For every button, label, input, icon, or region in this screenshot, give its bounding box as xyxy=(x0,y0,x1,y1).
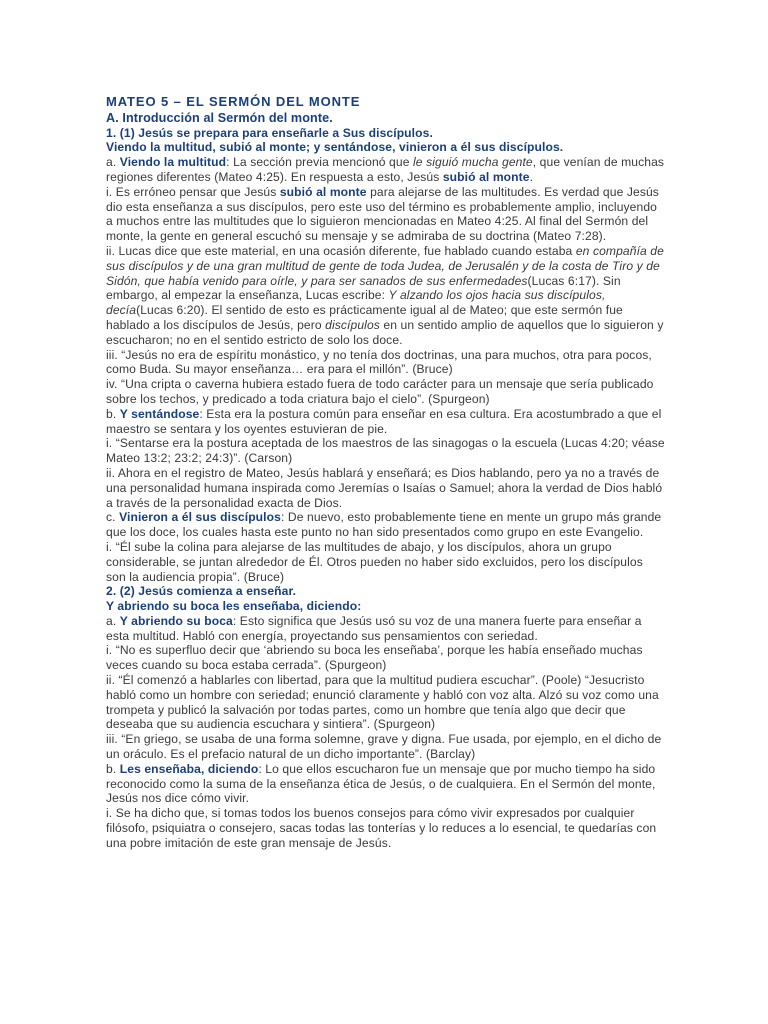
text-run: i. Es erróneo pensar que Jesús xyxy=(106,184,280,199)
paragraph-2b-i: i. Se ha dicho que, si tomas todos los buenos consejos para cómo vivir expresados por cualquier filósofo, psiquiatra o consejero, sacas todas las tonterías y lo reduces a lo esencial, te quedarías con una pobre imitación de este gran mensaje de Jesús. xyxy=(106,806,657,850)
point-2-verse: Y abriendo su boca les enseñaba, diciendo: xyxy=(106,599,362,614)
paragraph-1b xyxy=(106,407,666,437)
document-page xyxy=(106,95,666,851)
text-run: (Lucas 6:17). Sin embargo, al empezar la enseñanza, Lucas escribe: xyxy=(106,273,621,303)
paragraph-2a-iii: iii. “En griego, se usaba de una forma solemne, grave y digna. Fue usada, por ejemplo, en el dicho de un oráculo. Es el prefacio natural de un dicho importante”. (Barclay) xyxy=(106,732,662,762)
paragraph-2a-ii: ii. “Él comenzó a hablarles con libertad, para que la multitud pudiera escuchar”. (Poole) “Jesucristo habló como un hombre con seriedad; enunció claramente y habló con voz alta. Alzó su voz como una trompeta y publicó la salvación por todas partes, como un hombre que tenía algo que decir que deseaba que su audiencia escuchara y sintiera”. (Spurgeon) xyxy=(106,673,659,732)
paragraph-1a-iv: iv. “Una cripta o caverna hubiera estado fuera de todo carácter para un mensaje que sería publicado sobre los techos, y predicado a toda criatura bajo el cielo”. (Spurgeon) xyxy=(106,377,654,406)
paragraph-1a xyxy=(106,155,666,185)
section-heading-a: A. Introducción al Sermón del monte. xyxy=(106,110,333,125)
text-run: : Esto significa que Jesús usó su voz de una manera fuerte para enseñar a esta multitud. Habló con energía, proyectando sus pensamientos con seriedad. xyxy=(106,613,642,643)
paragraph-1c xyxy=(106,510,666,540)
keyword: Y abriendo su boca xyxy=(119,613,233,628)
list-marker: a. xyxy=(106,155,120,170)
point-1-verse: Viendo la multitud, subió al monte; y sentándose, vinieron a él sus discípulos. xyxy=(106,140,564,155)
paragraph-1a-iii: iii. “Jesús no era de espíritu monástico, y no tenía dos doctrinas, una para muchos, otra para pocos, como Buda. Su mayor enseñanza… era para el millón”. (Bruce) xyxy=(106,347,652,377)
text-run: : Lo que ellos escucharon fue un mensaje que por mucho tiempo ha sido reconocido como la suma de la enseñanza ética de Jesús, o de cualquiera. En el Sermón del monte, Jesús nos dice cómo vivir. xyxy=(106,761,656,806)
paragraph-2a xyxy=(106,614,666,644)
paragraph-1a-ii xyxy=(106,244,666,348)
paragraph-1b-ii: ii. Ahora en el registro de Mateo, Jesús hablará y enseñará; es Dios hablando, pero ya no a través de una personalidad humana inspirada como Jeremías o Isaías o Samuel; ahora la verdad de Dios habló a través de la personalidad exacta de Dios. xyxy=(106,465,663,510)
paragraph-1b-i: i. “Sentarse era la postura aceptada de los maestros de las sinagogas o la escuela (Lucas 4:20; véase Mateo 13:2; 23:2; 24:3)”. (Carson) xyxy=(106,436,665,466)
point-2-heading: 2. (2) Jesús comienza a enseñar. xyxy=(106,584,297,599)
list-marker: a. xyxy=(106,613,120,628)
keyword: subió al monte xyxy=(279,184,367,199)
text-run: . xyxy=(529,169,534,184)
keyword: Les enseñaba, diciendo xyxy=(119,761,259,776)
keyword: Y sentándose xyxy=(119,406,200,421)
text-run: : De nuevo, esto probablemente tiene en mente un grupo más grande que los doce, los cuales hasta este punto no han sido presentados como grupo en este Evangelio. xyxy=(106,510,662,540)
text-run: (Lucas 6:20). El sentido de esto es prácticamente igual al de Mateo; que este sermón fue hablado a los discípulos de Jesús, pero xyxy=(106,303,623,332)
text-run: : Esta era la postura común para enseñar en esa cultura. Era acostumbrado a que el maestro se sentara y los oyentes estuvieran de pie. xyxy=(106,406,662,436)
italic-quote: discípulos xyxy=(325,317,380,332)
document-title: MATEO 5 – EL SERMÓN DEL MONTE xyxy=(106,94,361,109)
list-marker: c. xyxy=(106,510,120,525)
italic-quote: Y alzando los ojos hacia sus discípulos, decía xyxy=(106,288,606,318)
keyword: Viendo la multitud xyxy=(119,155,227,170)
keyword: Vinieron a él sus discípulos xyxy=(119,510,281,525)
list-marker: b. xyxy=(106,406,120,421)
italic-quote: le siguió mucha gente xyxy=(413,155,533,170)
text-run: para alejarse de las multitudes. Es verdad que Jesús dio esta enseñanza a sus discípulos, pero este uso del término es probablemente amplio, incluyendo a muchos entre las multitudes que lo siguieron mencionadas en Mateo 4:25. Al final del Sermón del monte, la gente en general escuchó su mensaje y se admiraba de su doctrina (Mateo 7:28). xyxy=(106,184,659,244)
text-run: : La sección previa mencionó que xyxy=(226,155,413,170)
point-1-heading: 1. (1) Jesús se prepara para enseñarle a Sus discípulos. xyxy=(106,125,433,140)
italic-quote: en compañía de sus discípulos y de una gran multitud de gente de toda Judea, de Jerusalén y de la costa de Tiro y de Sidón, que había venido para oírle, y para ser sanados de sus enfermedades xyxy=(106,243,664,288)
text-run: en un sentido amplio de aquellos que lo siguieron y escucharon; no en el sentido estricto de solo los doce. xyxy=(106,317,664,347)
paragraph-1a-i xyxy=(106,185,666,244)
list-marker: b. xyxy=(106,761,120,776)
paragraph-2a-i: i. “No es superfluo decir que ‘abriendo su boca les enseñaba’, porque les había enseñado muchas veces cuando su boca estaba cerrada”. (Spurgeon) xyxy=(106,643,643,673)
paragraph-1c-i: i. “Él sube la colina para alejarse de las multitudes de abajo, y los discípulos, ahora un grupo considerable, se juntan alrededor de Él. Otros pueden no haber sido excluidos, pero los discípulos son la audiencia propia”. (Bruce) xyxy=(106,539,643,584)
keyword: subió al monte xyxy=(442,169,530,184)
paragraph-2b xyxy=(106,762,666,806)
text-run: , que venían de muchas regiones diferentes (Mateo 4:25). En respuesta a esto, Jesús xyxy=(106,155,665,184)
text-run: ii. Lucas dice que este material, en una ocasión diferente, fue hablado cuando estaba xyxy=(106,243,576,258)
